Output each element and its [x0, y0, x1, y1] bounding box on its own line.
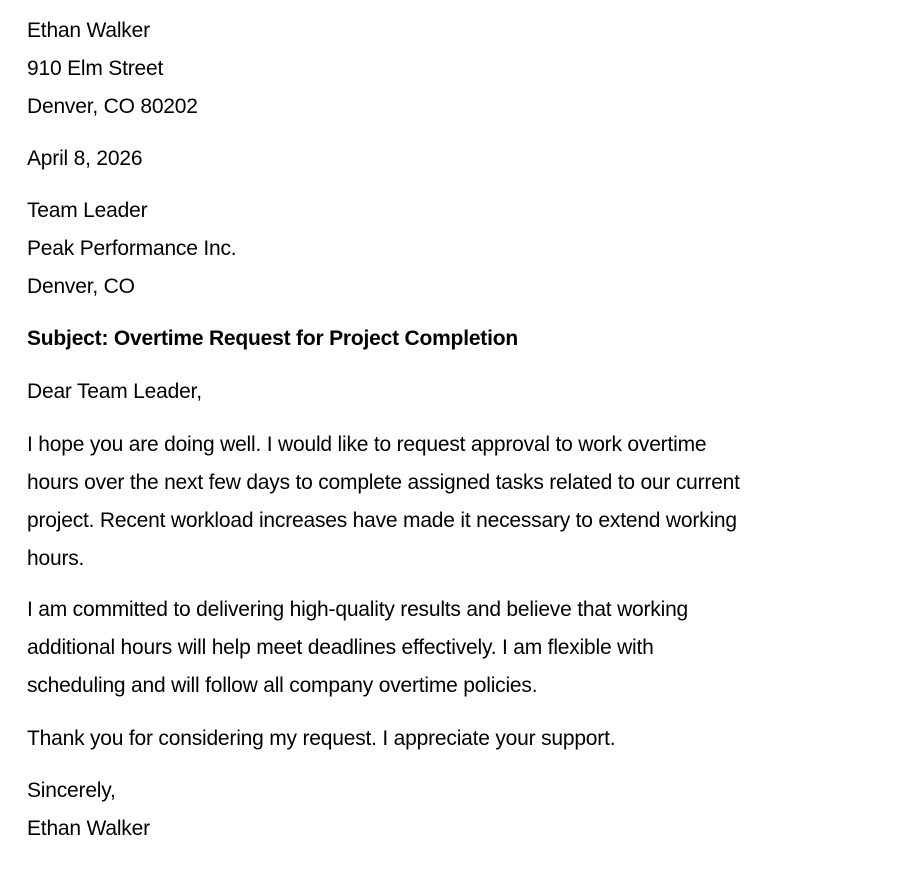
signature: Ethan Walker [27, 817, 150, 840]
paragraph-line: I am committed to delivering high-quality results and believe that working [27, 598, 689, 621]
paragraph-line: scheduling and will follow all company overtime policies. [27, 674, 538, 697]
salutation: Dear Team Leader, [27, 380, 202, 403]
paragraph-line: hours. [27, 547, 85, 570]
sender-name: Ethan Walker [27, 19, 150, 42]
sender-street: 910 Elm Street [27, 57, 164, 80]
paragraph-line: additional hours will help meet deadlines effectively. I am flexible with [27, 636, 654, 659]
paragraph-line: I hope you are doing well. I would like to request approval to work overtime [27, 433, 707, 456]
sender-city-state-zip: Denver, CO 80202 [27, 95, 198, 118]
closing: Sincerely, [27, 779, 116, 802]
recipient-title: Team Leader [27, 199, 148, 222]
letter-date: April 8, 2026 [27, 147, 143, 170]
paragraph-line: project. Recent workload increases have made it necessary to extend working [27, 509, 737, 532]
recipient-city-state: Denver, CO [27, 275, 135, 298]
subject-line: Subject: Overtime Request for Project Completion [27, 327, 518, 350]
paragraph-line: Thank you for considering my request. I appreciate your support. [27, 727, 616, 750]
recipient-company: Peak Performance Inc. [27, 237, 237, 260]
paragraph-line: hours over the next few days to complete assigned tasks related to our current [27, 471, 740, 494]
